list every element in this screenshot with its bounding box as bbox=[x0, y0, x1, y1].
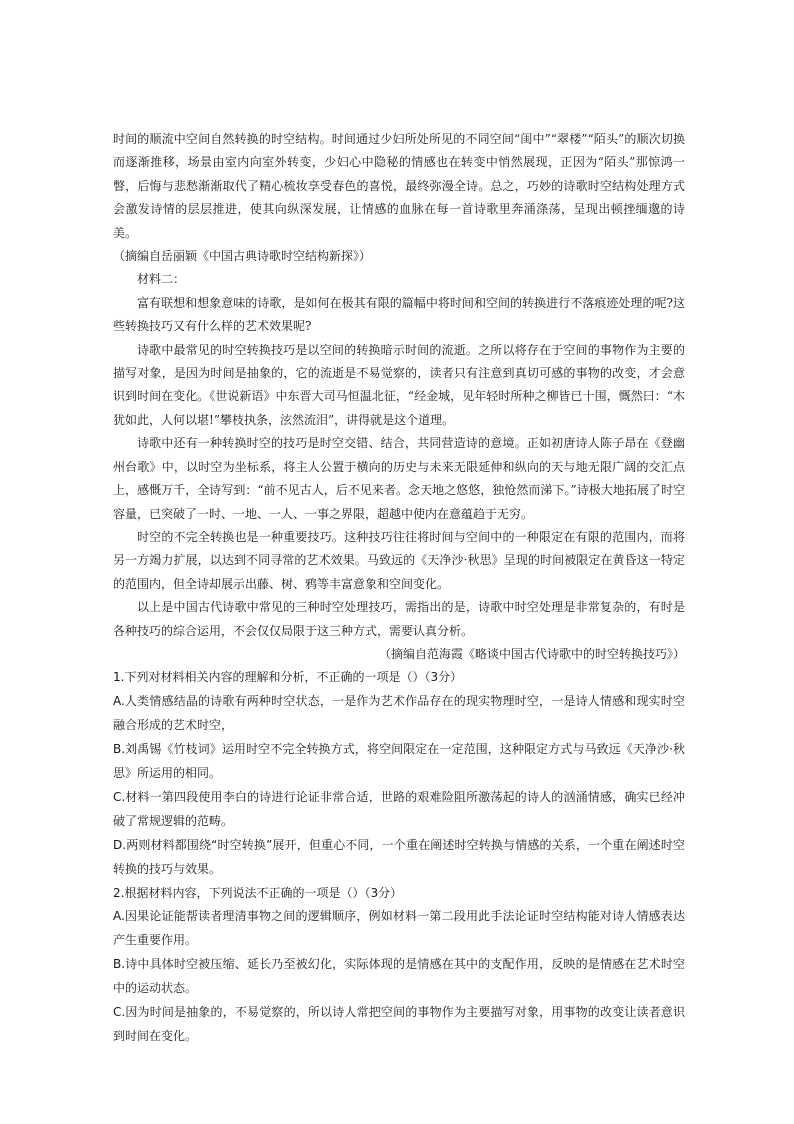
question-2-stem: 2.根据材料内容，下列说法不正确的一项是（）（3分） bbox=[113, 885, 403, 900]
question-1-stem: 1.下列对材料相关内容的理解和分析，不正确的一项是（）（3分） bbox=[113, 670, 463, 685]
question-1-option-a: A.人类情感结晶的诗歌有两种时空状态，一是作为艺术作品存在的现实物理时空，一是诗人情感和现实时空融合形成的艺术时空， bbox=[113, 694, 685, 733]
material-two-paragraph: 时空的不完全转换也是一种重要技巧。这种技巧往往将时间与空间中的一种限定在有限的范围内，而将另一方竭力扩展，以达到不同寻常的艺术效果。马致远的《天净沙·秋思》呈现的时间被限定在黄昏这一特定的范围内，但全诗却展示出藤、树、鸦等丰富意象和空间变化。 bbox=[113, 529, 685, 591]
question-2-option-a: A.因果论证能帮读者理清事物之间的逻辑顺序，例如材料一第二段用此手法论证时空结构能对诗人情感表达产生重要作用。 bbox=[113, 909, 685, 948]
question-2-option-b: B.诗中具体时空被压缩、延长乃至被幻化，实际体现的是情感在其中的支配作用，反映的是情感在艺术时空中的运动状态。 bbox=[113, 957, 685, 996]
material-two-paragraph: 诗歌中最常见的时空转换技巧是以空间的转换暗示时间的流逝。之所以将存在于空间的事物作为主要的描写对象，是因为时间是抽象的，它的流逝是不易觉察的，读者只有注意到真切可感的事物的改变，才会意识到时间在变化。《世说新语》中东晋大司马恒温北征，“经金城，见年轻时所种之柳皆已十围，慨然曰：“木犹如此，人何以堪!”攀枝执条，泫然流泪”，讲得就是这个道理。 bbox=[113, 342, 685, 427]
material-two-paragraph: 富有联想和想象意味的诗歌，是如何在极其有限的篇幅中将时间和空间的转换进行不落痕迹处理的呢?这些转换技巧又有什么样的艺术效果呢? bbox=[113, 295, 685, 334]
question-2-option-c: C.因为时间是抽象的，不易觉察的，所以诗人常把空间的事物作为主要描写对象，用事物的改变让读者意识到时间在变化。 bbox=[113, 1005, 685, 1043]
material-two-source: （摘编自范海霞《略谈中国古代诗歌中的时空转换技巧》） bbox=[378, 646, 685, 661]
material-one-source: （摘编自岳丽颖《中国古典诗歌时空结构新探》） bbox=[113, 249, 372, 264]
material-two-heading: 材料二： bbox=[137, 272, 186, 287]
material-two-paragraph: 以上是中国古代诗歌中常见的三种时空处理技巧，需指出的是，诗歌中时空处理是非常复杂的，有时是各种技巧的综合运用，不会仅仅局限于这三种方式，需要认真分析。 bbox=[113, 600, 685, 638]
material-two-paragraph: 诗歌中还有一种转换时空的技巧是时空交错、结合，共同营造诗的意境。正如初唐诗人陈子昂在《登幽州台歌》中，以时空为坐标系，将主人公置于横向的历史与未来无限延伸和纵向的天与地无限广阔的交汇点上，感慨万千，全诗写到：“前不见古人，后不见来者。念天地之悠悠，独怆然而涕下。”诗极大地拓展了时空容量，已突破了一时、一地、一人、一事之界限，超越中使内在意蕴趋于无穷。 bbox=[113, 436, 685, 521]
material-one-tail-paragraph: 时间的顺流中空间自然转换的时空结构。时间通过少妇所处所见的不同空间“闺中”“翠楼”“陌头”的顺次切换而逐渐推移，场景由室内向室外转变，少妇心中隐秘的情感也在转变中悄然展现，正因为“陌头”那惊鸿一瞥，后悔与悲愁渐渐取代了精心梳妆享受春色的喜悦，最终弥漫全诗。总之，巧妙的诗歌时空结构处理方式会激发诗情的层层推进，使其向纵深发展，让情感的血脉在每一首诗歌里奔涌涤荡，呈现出顿挫缅邈的诗美。 bbox=[113, 132, 685, 240]
question-1-option-d: D.两则材料都围绕“时空转换”展开，但重心不同，一个重在阐述时空转换与情感的关系，一个重在阐述时空转换的技巧与效果。 bbox=[113, 837, 685, 876]
exam-page bbox=[113, 128, 685, 1049]
question-1-option-c: C.材料一第四段使用李白的诗进行论证非常合适，世路的艰难险阻所激荡起的诗人的汹涌情感，确实已经冲破了常规逻辑的范畴。 bbox=[113, 789, 685, 828]
question-1-option-b: B.刘禹锡《竹枝词》运用时空不完全转换方式，将空间限定在一定范围，这种限定方式与马致远《天净沙·秋思》所运用的相同。 bbox=[113, 742, 685, 780]
